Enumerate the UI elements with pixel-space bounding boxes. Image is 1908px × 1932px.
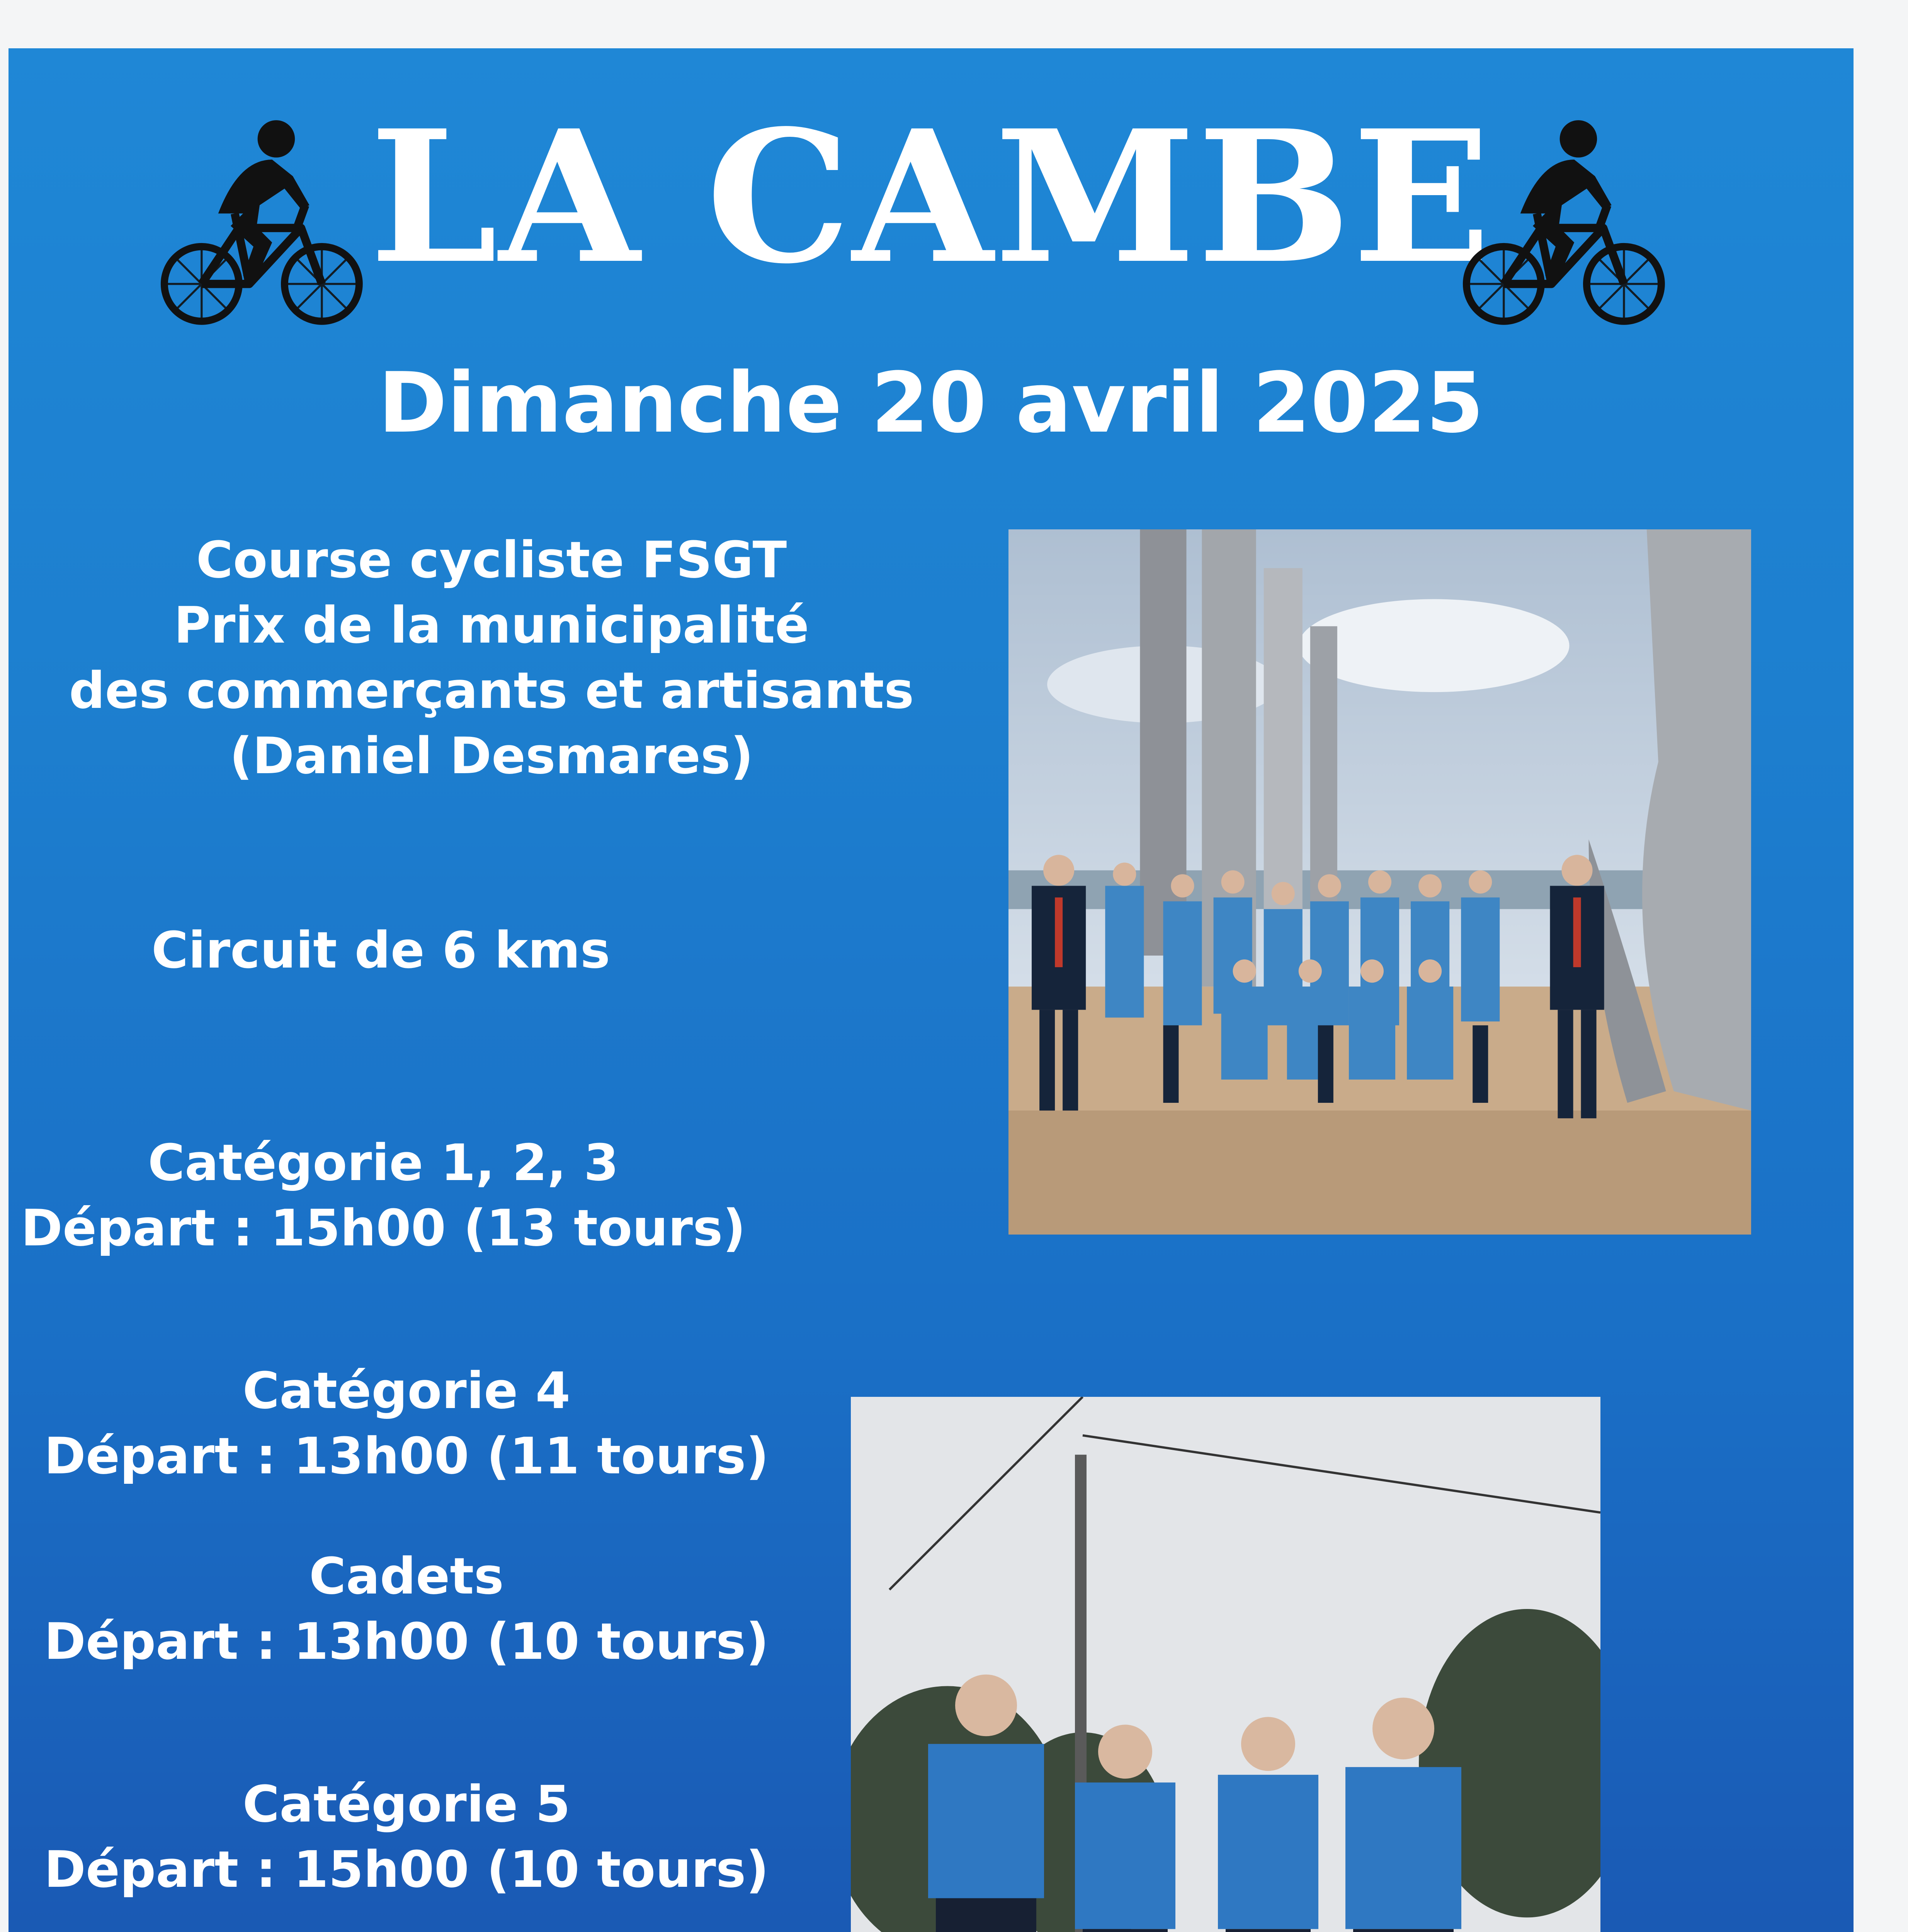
intro-line: Prix de la municipalité <box>173 596 809 655</box>
category-depart: Départ : 15h00 (13 tours) <box>21 1199 746 1257</box>
category-name: Catégorie 5 <box>242 1775 571 1833</box>
category-name: Catégorie 1, 2, 3 <box>148 1133 619 1192</box>
intro-line: (Daniel Desmares) <box>230 726 753 785</box>
cyclist-icon <box>1457 114 1666 342</box>
category-depart: Départ : 13h00 (11 tours) <box>44 1427 769 1485</box>
category-block <box>39 1772 774 1902</box>
cyclists-photo-road <box>851 1397 1600 1932</box>
category-block <box>39 1358 774 1489</box>
category-block <box>16 1130 750 1261</box>
category-name: Catégorie 4 <box>242 1361 571 1420</box>
intro-line: Course cycliste FSGT <box>196 531 787 589</box>
category-block <box>39 1544 774 1674</box>
intro-block <box>63 527 920 789</box>
poster <box>9 48 1854 1932</box>
category-depart: Départ : 15h00 (10 tours) <box>44 1840 769 1899</box>
intro-line: des commerçants et artisants <box>69 661 914 720</box>
page-title: LA CAMBE <box>369 90 1493 304</box>
event-date: Dimanche 20 avril 2025 <box>378 354 1484 451</box>
category-name: Cadets <box>309 1547 504 1605</box>
category-depart: Départ : 13h00 (10 tours) <box>44 1612 769 1671</box>
group-photo-memorial <box>1008 529 1751 1235</box>
circuit-info: Circuit de 6 kms <box>151 921 610 980</box>
